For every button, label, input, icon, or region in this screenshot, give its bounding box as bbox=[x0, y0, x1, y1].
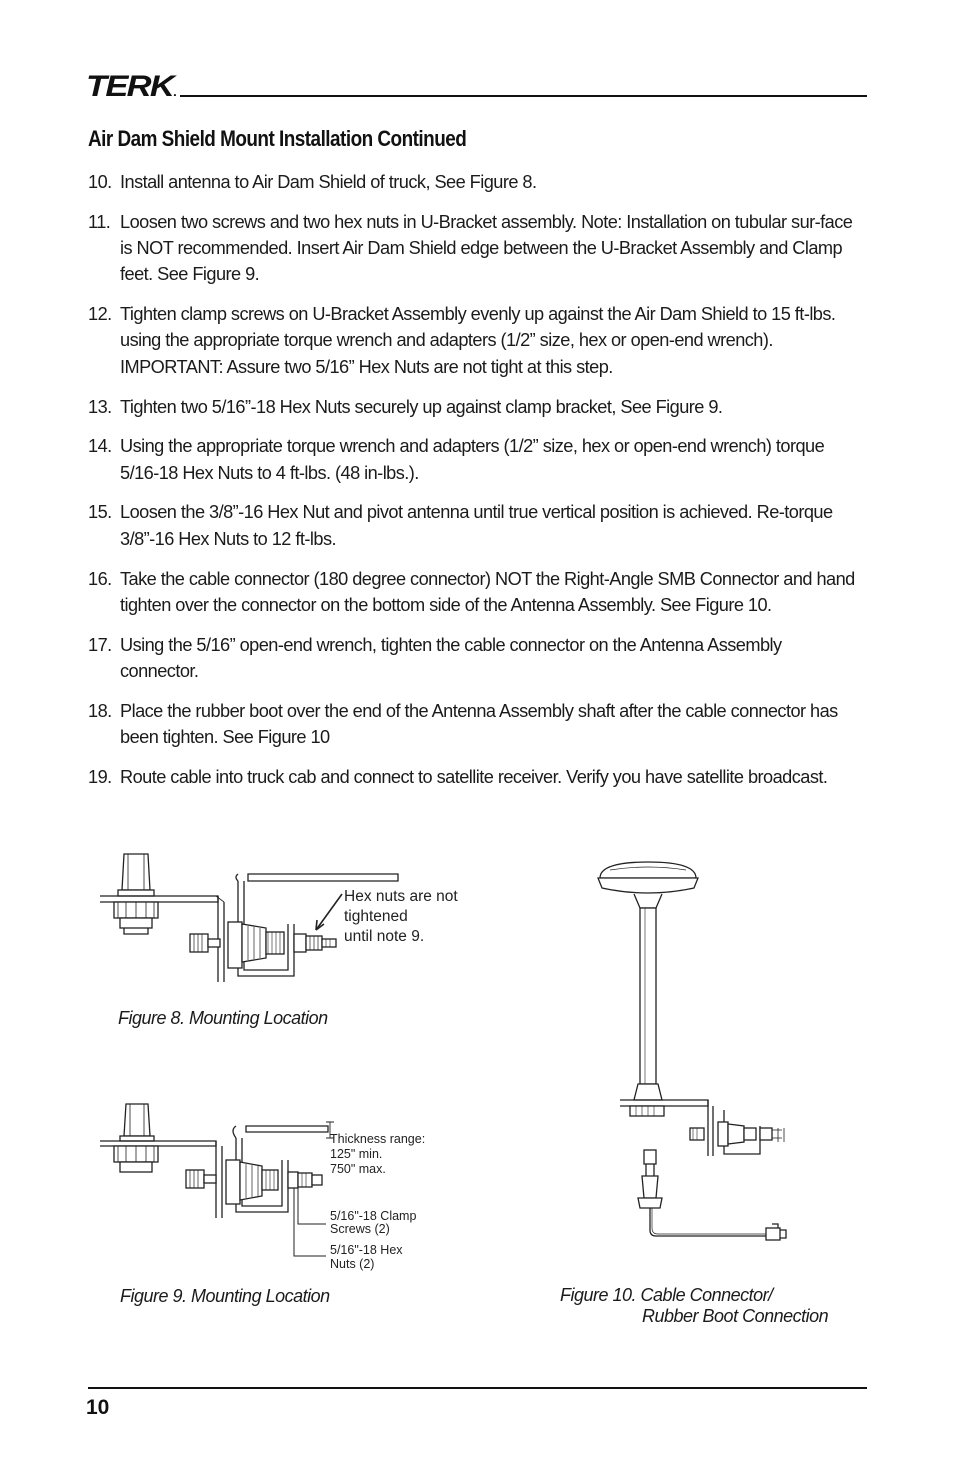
step-number: 10. bbox=[88, 172, 112, 192]
section-title: Air Dam Shield Mount Installation Continued bbox=[88, 126, 467, 151]
step-14 bbox=[88, 433, 864, 486]
step-text: Using the 5/16” open-end wrench, tighten the cable connector on the Antenna Assembly connector. bbox=[120, 634, 782, 681]
fig9-thickness-line-2: 125" min. bbox=[330, 1147, 383, 1161]
step-10 bbox=[88, 169, 864, 195]
step-text: Loosen the 3/8”-16 Hex Nut and pivot antenna until true vertical position is achieved. Re-torque 3/8”-16 Hex Nuts to 12 ft-lbs. bbox=[120, 502, 833, 549]
fig9-thickness-line-3: 750" max. bbox=[330, 1162, 386, 1176]
page-number: 10 bbox=[86, 1396, 110, 1419]
figure-10-diagram bbox=[590, 858, 810, 1248]
step-text: Route cable into truck cab and connect to satellite receiver. Verify you have satellite broadcast. bbox=[120, 766, 828, 787]
step-text: Loosen two screws and two hex nuts in U-Bracket assembly. Note: Installation on tubular sur-face is NOT recommended. Insert Air Dam Shield edge between the U-Bracket Assembly and Clamp feet. See Figure 9. bbox=[120, 211, 853, 285]
fig8-callout-line-2: tightened bbox=[344, 908, 408, 925]
figure-8-diagram bbox=[98, 846, 478, 986]
step-number: 12. bbox=[88, 304, 112, 325]
step-number: 19. bbox=[88, 766, 112, 787]
instruction-list bbox=[88, 169, 864, 804]
terk-logo: TERK. bbox=[86, 70, 176, 103]
figure-10-caption-line-2: Rubber Boot Connection bbox=[642, 1306, 829, 1326]
step-13 bbox=[88, 394, 864, 420]
step-number: 18. bbox=[88, 700, 112, 721]
fig9-clamp-line-1: 5/16"-18 Clamp bbox=[330, 1209, 417, 1223]
step-15 bbox=[88, 499, 864, 552]
figure-9-caption: Figure 9. Mounting Location bbox=[120, 1286, 330, 1306]
fig8-callout-line-3: until note 9. bbox=[344, 928, 425, 945]
step-number: 14. bbox=[88, 436, 112, 457]
figure-10-caption-line-1: Figure 10. Cable Connector/ bbox=[560, 1285, 773, 1305]
step-number: 11. bbox=[88, 211, 111, 232]
fig8-callout-line-1: Hex nuts are not bbox=[344, 888, 458, 905]
fig9-thickness-line-1: Thickness range: bbox=[330, 1132, 426, 1146]
step-number: 16. bbox=[88, 568, 112, 589]
footer-rule bbox=[88, 1387, 867, 1389]
figure-10-caption bbox=[560, 1285, 828, 1327]
step-text: Take the cable connector (180 degree connector) NOT the Right-Angle SMB Connector and hand tighten over the connector on the bottom side of the Antenna Assembly. See Figure 10. bbox=[120, 568, 855, 615]
step-number: 17. bbox=[88, 634, 112, 655]
step-11 bbox=[88, 209, 864, 288]
step-number: 15. bbox=[88, 502, 112, 523]
step-17 bbox=[88, 632, 864, 685]
fig9-hexnut-line-1: 5/16"-18 Hex bbox=[330, 1243, 403, 1257]
step-text: Using the appropriate torque wrench and adapters (1/2” size, hex or open-end wrench) torque 5/16-18 Hex Nuts to 4 ft-lbs. (48 in-lbs.). bbox=[120, 436, 825, 483]
step-16 bbox=[88, 566, 864, 619]
step-text: Place the rubber boot over the end of the Antenna Assembly shaft after the cable connector has been tighten. See Figure 10 bbox=[120, 700, 838, 748]
figure-8-caption: Figure 8. Mounting Location bbox=[118, 1008, 328, 1028]
header-rule bbox=[180, 95, 867, 97]
step-text: Tighten two 5/16”-18 Hex Nuts securely up against clamp bracket, See Figure 9. bbox=[120, 396, 723, 417]
step-18 bbox=[88, 698, 864, 751]
step-text: Install antenna to Air Dam Shield of truck, See Figure 8. bbox=[120, 172, 537, 192]
fig9-hexnut-line-2: Nuts (2) bbox=[330, 1257, 375, 1271]
fig9-clamp-line-2: Screws (2) bbox=[330, 1222, 390, 1236]
figure-9-diagram bbox=[98, 1100, 448, 1275]
step-number: 13. bbox=[88, 396, 112, 417]
step-12 bbox=[88, 301, 864, 380]
step-19 bbox=[88, 764, 864, 790]
step-text: Tighten clamp screws on U-Bracket Assembly evenly up against the Air Dam Shield to 15 ft-lbs. using the appropriate torque wrench and adapters (1/2” size, hex or open-end wrench). IMPORTANT: Assure two 5/16” Hex Nuts are not tight at this step. bbox=[120, 304, 836, 377]
